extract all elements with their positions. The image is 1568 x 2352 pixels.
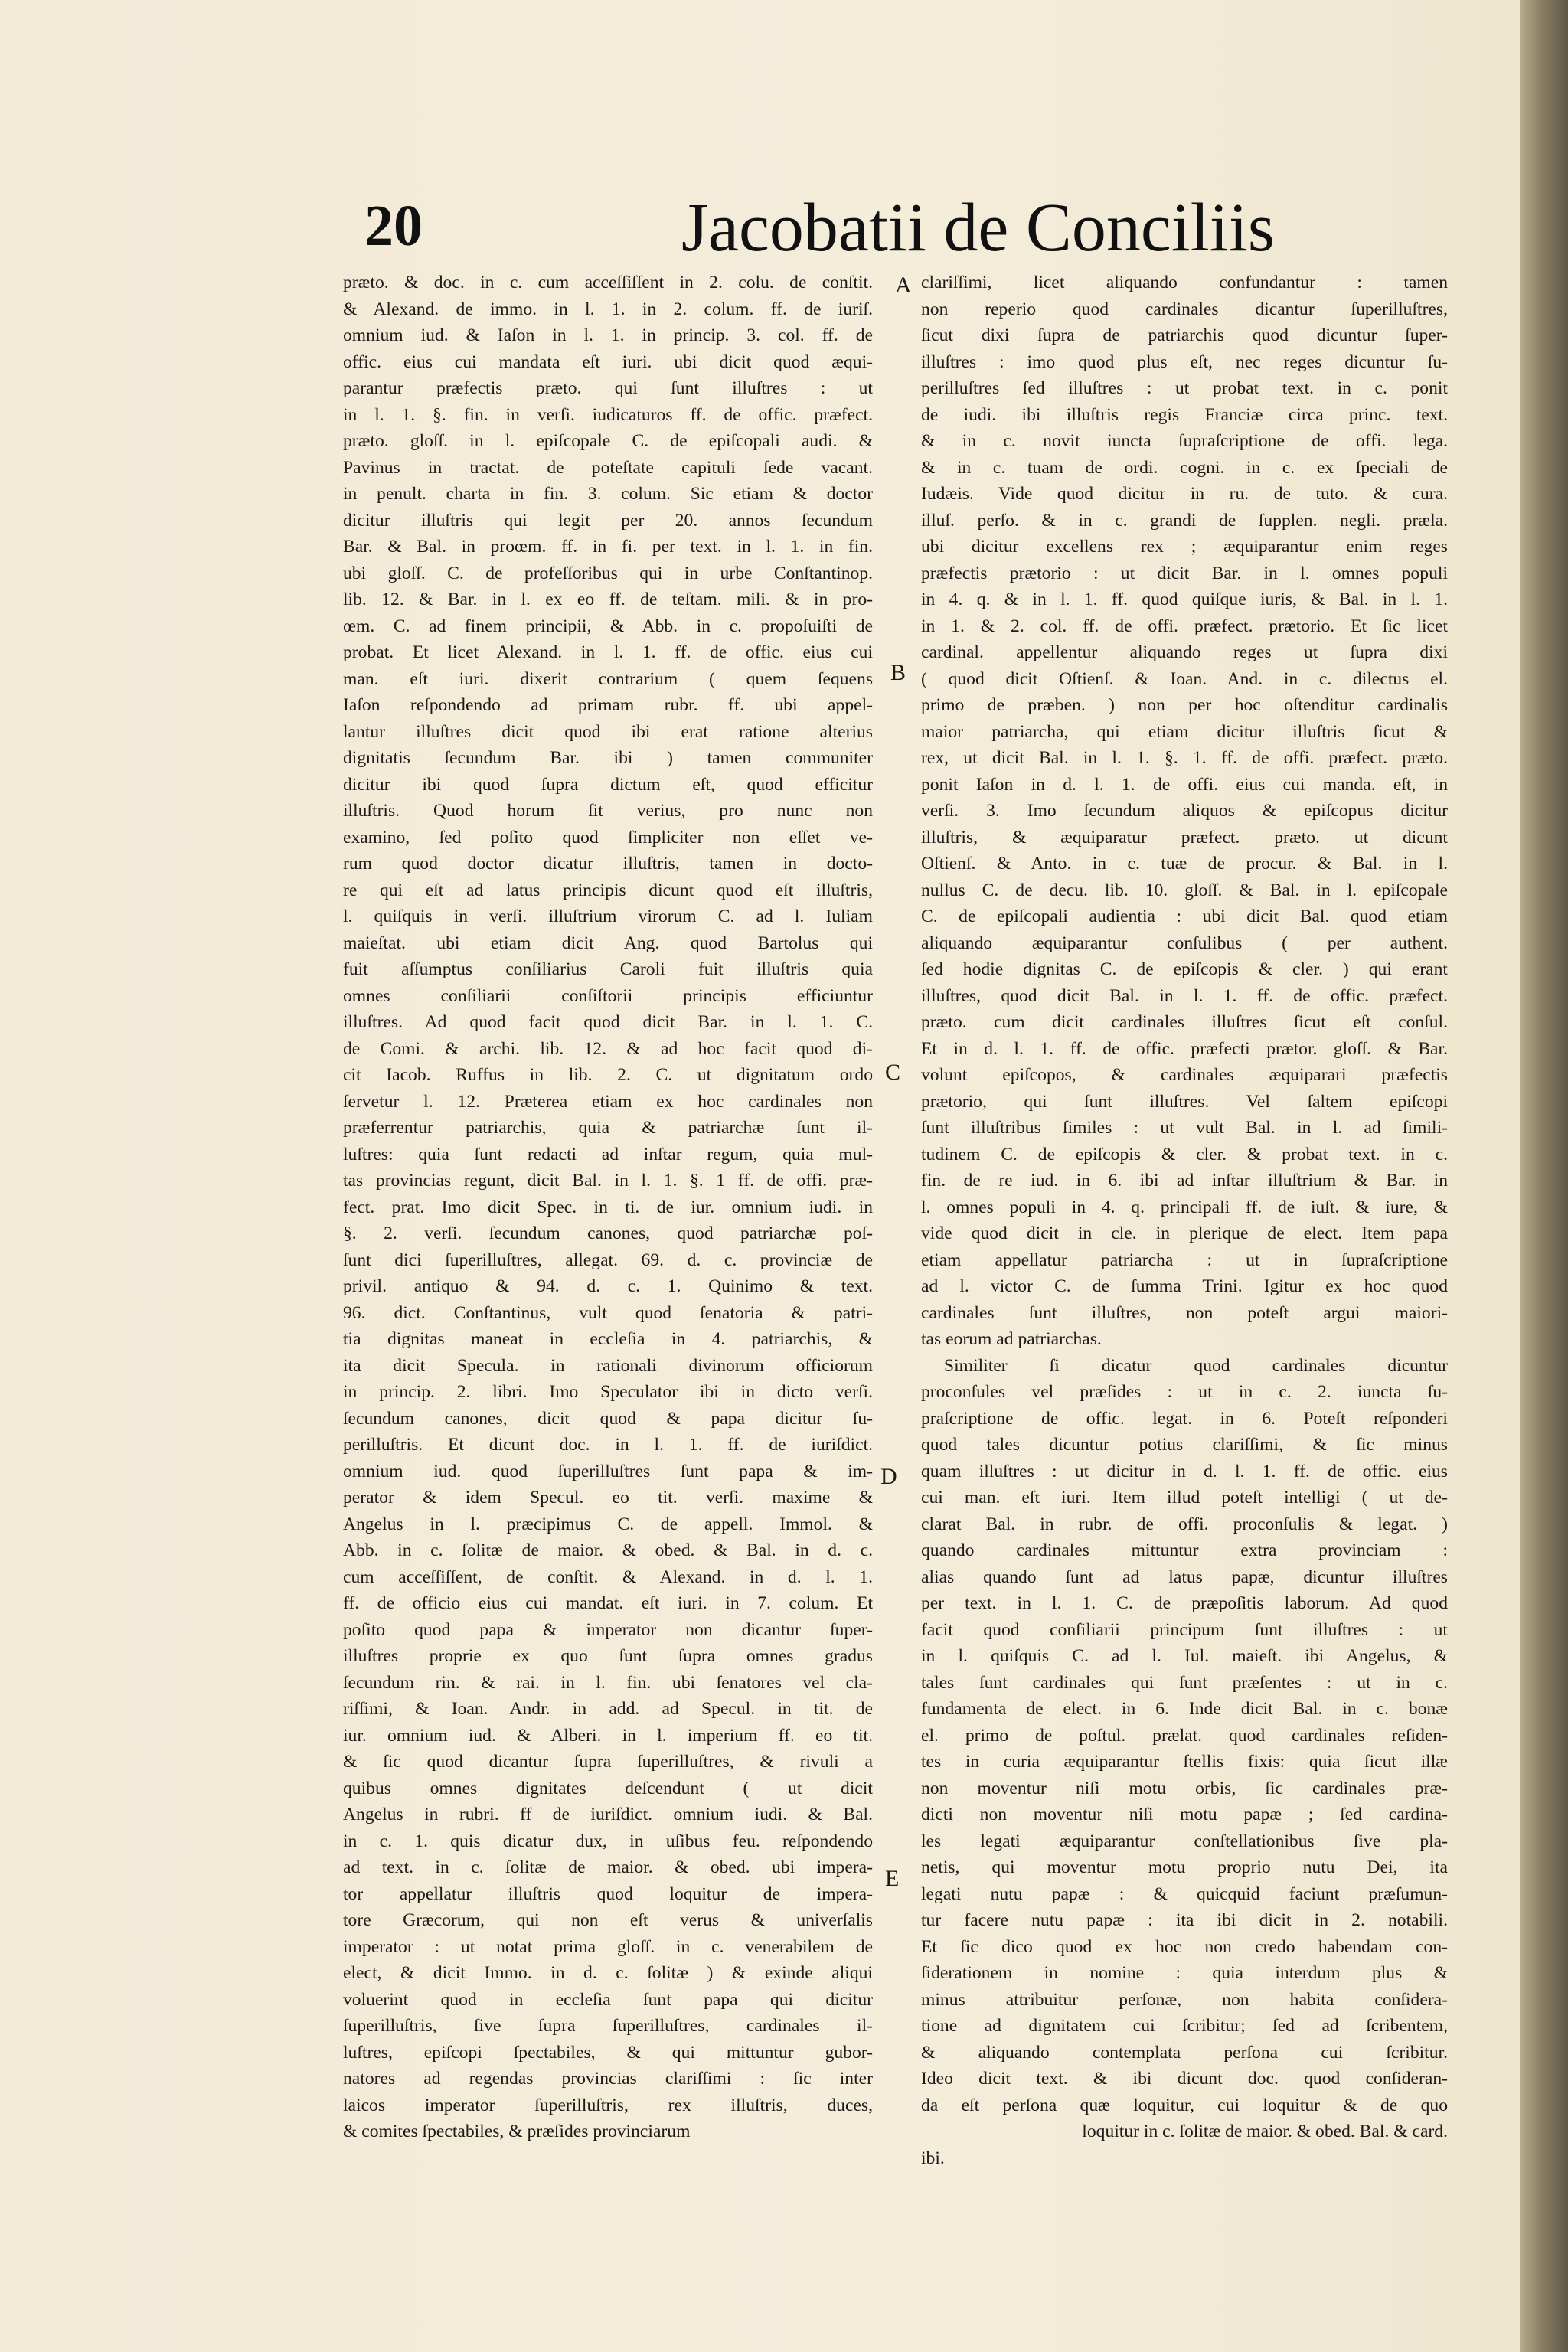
text-line: proconſules vel præſides : ut in c. 2. iuncta ſu- xyxy=(921,1382,1448,1402)
text-line: probat. Et licet Alexand. in l. 1. ff. de offic. eius cui xyxy=(343,642,873,662)
text-line: Bar. & Bal. in proœm. ff. in fi. per text. in l. 1. in fin. xyxy=(343,537,873,557)
text-line: ſiderationem in nomine : quia interdum plus & xyxy=(921,1963,1448,1983)
text-line: quam illuſtres : ut dicitur in d. l. 1. ff. de offic. eius xyxy=(921,1461,1448,1481)
text-line: perilluſtris. Et dicunt doc. in l. 1. ff. de iuriſdict. xyxy=(343,1435,873,1455)
text-line: ſecundum rin. & rai. in l. fin. ubi ſenatores vel cla- xyxy=(343,1672,873,1693)
text-line: quibus omnes dignitates deſcendunt ( ut dicit xyxy=(343,1778,873,1798)
text-line: & ſic quod dicantur ſupra ſuperilluſtres, & rivuli a xyxy=(343,1752,873,1772)
text-line: lib. 12. & Bar. in l. ex eo ff. de teſtam. mili. & in pro- xyxy=(343,590,873,609)
text-line: lantur illuſtres dicit quod ibi erat ratione alterius xyxy=(343,721,873,742)
text-line: fect. prat. Imo dicit Spec. in ti. de iur. omnium iudi. in xyxy=(343,1197,873,1217)
text-line: præto. gloſſ. in l. epiſcopale C. de epiſcopali audi. & xyxy=(343,431,873,451)
text-line: ubi dicitur excellens rex ; æquiparantur enim reges xyxy=(921,537,1448,557)
text-line: elect, & dicit Immo. in d. c. ſolitæ ) & exinde aliqui xyxy=(343,1963,873,1983)
text-line: & comites ſpectabiles, & præſides provinciarum xyxy=(343,2122,691,2141)
text-line: poſito quod papa & imperator non dicantur ſuper- xyxy=(343,1619,873,1640)
text-line: omnium iud. quod ſuperilluſtres ſunt papa & im- xyxy=(343,1461,873,1481)
text-line: imperator : ut notat prima gloſſ. in c. venerabilem de xyxy=(343,1936,873,1957)
text-line: privil. antiquo & 94. d. c. 1. Quinimo & text. xyxy=(343,1276,873,1296)
text-line: fuit aſſumptus conſiliarius Caroli fuit illuſtris quia xyxy=(343,959,873,979)
text-line: non reperio quod cardinales dicantur ſuperilluſtres, xyxy=(921,299,1448,319)
text-line: loquitur in c. ſolitæ de maior. & obed. Bal. & card. xyxy=(1082,2122,1448,2141)
text-line: tas provincias regunt, dicit Bal. in l. 1. §. 1 ff. de offi. præ- xyxy=(343,1171,873,1191)
text-line: etiam appellatur patriarcha : ut in ſupraſcriptione xyxy=(921,1250,1448,1270)
text-line: clariſſimi, licet aliquando confundantur : tamen xyxy=(921,273,1448,292)
text-line: examino, ſed poſito quod ſimpliciter non eſſet ve- xyxy=(343,827,873,848)
text-line: ( quod dicit Oſtienſ. & Ioan. And. in c. dilectus el. xyxy=(921,668,1448,689)
text-line: tales ſunt cardinales qui ſunt præſentes : ut in c. xyxy=(921,1672,1448,1693)
text-line: praſcriptione de offic. legat. in 6. Poteſt reſponderi xyxy=(921,1408,1448,1429)
text-line: luſtres, epiſcopi ſpectabiles, & qui mittuntur gubor- xyxy=(343,2042,873,2063)
text-line: tor appellatur illuſtris quod loquitur de impera- xyxy=(343,1883,873,1904)
text-line: ff. de officio eius cui mandat. eſt iuri. in 7. colum. Et xyxy=(343,1593,873,1613)
text-line: cardinal. appellentur aliquando reges ut ſupra dixi xyxy=(921,642,1448,662)
text-line: vide quod dicit in cle. in plerique de elect. Item papa xyxy=(921,1223,1448,1243)
text-line: tur facere nutu papæ : ita ibi dicit in 2. notabili. xyxy=(921,1910,1448,1930)
text-line: re qui eſt ad latus principis dicunt quod eſt illuſtris, xyxy=(343,880,873,900)
text-line: l. quiſquis in verſi. illuſtrium virorum C. ad l. Iuliam xyxy=(343,906,873,926)
margin-letter-a: A xyxy=(895,273,912,298)
text-line: ibi. xyxy=(921,2148,945,2168)
text-line: dicitur illuſtris qui legit per 20. annos ſecundum xyxy=(343,510,873,531)
text-line: natores ad regendas provincias clariſſimi : ſic inter xyxy=(343,2069,873,2089)
text-line: facit quod conſiliarii principum ſunt illuſtres : ut xyxy=(921,1619,1448,1640)
running-title: Jacobatii de Conciliis xyxy=(681,190,1275,266)
text-line: maieſtat. ubi etiam dicit Ang. quod Bartolus qui xyxy=(343,933,873,953)
text-line: iur. omnium iud. & Alberi. in l. imperium ff. eo tit. xyxy=(343,1725,873,1746)
text-line: in l. quiſquis C. ad l. Iul. maieſt. ibi Angelus, & xyxy=(921,1646,1448,1666)
text-line: præfectis prætorio : ut dicit Bar. in l. omnes populi xyxy=(921,563,1448,583)
text-line: netis, qui moventur motu proprio nutu Dei, ita xyxy=(921,1857,1448,1877)
text-line: dignitatis ſecundum Bar. ibi ) tamen communiter xyxy=(343,748,873,768)
text-line: in 1. & 2. col. ff. de offi. præfect. prætorio. Et ſic licet xyxy=(921,616,1448,636)
text-line: clarat Bal. in rubr. de offi. proconſulis & legat. ) xyxy=(921,1514,1448,1534)
text-line: ſed hodie dignitas C. de epiſcopis & cler. ) qui erant xyxy=(921,959,1448,979)
text-line: ſunt illuſtribus ſimiles : ut vult Bal. in l. ad ſimili- xyxy=(921,1118,1448,1138)
text-line: tione ad dignitatem cui ſcribitur; ſed ad ſcribentem, xyxy=(921,2016,1448,2036)
text-line: cit Iacob. Ruffus in lib. 2. C. ut dignitatum ordo xyxy=(343,1065,873,1085)
text-line: tudinem C. de epiſcopis & cler. & probat text. in c. xyxy=(921,1144,1448,1165)
text-line: ſicut dixi ſupra de patriarchis quod dicuntur ſuper- xyxy=(921,325,1448,345)
text-line: offic. eius cui mandata eſt iuri. ubi dicit quod æqui- xyxy=(343,351,873,372)
text-line: & aliquando contemplata perſona cui ſcribitur. xyxy=(921,2042,1448,2063)
text-line: illuſtres proprie ex quo ſunt ſupra omnes gradus xyxy=(343,1646,873,1666)
text-line: in penult. charta in fin. 3. colum. Sic etiam & doctor xyxy=(343,484,873,504)
text-line: legati nutu papæ : & quicquid faciunt præſumun- xyxy=(921,1883,1448,1904)
text-line: quod tales dicuntur potius clariſſimi, & ſic minus xyxy=(921,1435,1448,1455)
text-line: Abb. in c. ſolitæ de maior. & obed. & Bal. in d. c. xyxy=(343,1540,873,1560)
text-line: da eſt perſona quæ loquitur, cui loquitur & de quo xyxy=(921,2095,1448,2115)
text-line: dicti non moventur niſi motu papæ ; ſed cardina- xyxy=(921,1805,1448,1824)
text-line: fin. de re iud. in 6. ibi ad inſtar illuſtrium & Bar. in xyxy=(921,1171,1448,1191)
text-line: Similiter ſi dicatur quod cardinales dicuntur xyxy=(944,1355,1448,1376)
text-line: Oſtienſ. & Anto. in c. tuæ de procur. & Bal. in l. xyxy=(921,854,1448,874)
text-line: ad text. in c. ſolitæ de maior. & obed. ubi impera- xyxy=(343,1857,873,1877)
text-line: de Comi. & archi. lib. 12. & ad hoc facit quod di- xyxy=(343,1038,873,1059)
text-line: in c. 1. quis dicatur dux, in uſibus feu. reſpondendo xyxy=(343,1831,873,1851)
text-line: illuſtris, & æquiparatur præfect. præto. ut dicunt xyxy=(921,827,1448,848)
text-line: præferrentur patriarchis, quia & patriarchæ ſunt il- xyxy=(343,1118,873,1138)
text-line: parantur præfectis præto. qui ſunt illuſtres : ut xyxy=(343,378,873,398)
left-column xyxy=(343,270,873,2214)
text-line: Pavinus in tractat. de poteſtate capituli ſede vacant. xyxy=(343,457,873,478)
text-line: tas eorum ad patriarchas. xyxy=(921,1329,1102,1349)
text-line: man. eſt iuri. dixerit contrarium ( quem ſequens xyxy=(343,668,873,689)
text-line: œm. C. ad finem principii, & Abb. in c. propoſuiſti de xyxy=(343,616,873,636)
text-line: tia dignitas maneat in eccleſia in 4. patriarchis, & xyxy=(343,1329,873,1349)
text-line: Iudæis. Vide quod dicitur in ru. de tuto. & cura. xyxy=(921,484,1448,504)
text-line: cui man. eſt iuri. Item illud poteſt intelligi ( ut de- xyxy=(921,1488,1448,1508)
text-line: verſi. 3. Imo ſecundum aliquos & epiſcopus dicitur xyxy=(921,801,1448,821)
margin-letter-b: B xyxy=(890,660,906,685)
text-line: Et ſic dico quod ex hoc non credo habendam con- xyxy=(921,1936,1448,1957)
text-line: Et in d. l. 1. ff. de offic. præfecti prætor. gloſſ. & Bar. xyxy=(921,1038,1448,1059)
text-line: in princip. 2. libri. Imo Speculator ibi in dicto verſi. xyxy=(343,1382,873,1402)
text-line: maior patriarcha, qui etiam dicitur illuſtris ſicut & xyxy=(921,721,1448,742)
text-line: el. primo de poſtul. prælat. quod cardinales reſiden- xyxy=(921,1725,1448,1746)
text-line: præto. cum dicit cardinales illuſtres ſicut eſt conſul. xyxy=(921,1012,1448,1032)
text-line: & in c. tuam de ordi. cogni. in c. ex ſpeciali de xyxy=(921,457,1448,478)
text-line: illuſtres. Ad quod facit quod dicit Bar. in l. 1. C. xyxy=(343,1012,873,1032)
text-line: primo de præben. ) non per hoc oſtenditur cardinalis xyxy=(921,695,1448,715)
text-line: §. 2. verſi. ſecundum canones, quod patriarchæ poſ- xyxy=(343,1223,873,1243)
text-line: illuſtris. Quod horum ſit verius, pro nunc non xyxy=(343,801,873,821)
text-line: ſecundum canones, dicit quod & papa dicitur ſu- xyxy=(343,1408,873,1429)
margin-letter-e: E xyxy=(885,1866,900,1891)
right-column xyxy=(921,270,1448,2214)
text-line: Ideo dicit text. & ibi dicunt doc. quod conſideran- xyxy=(921,2069,1448,2089)
text-line: luſtres: quia ſunt redacti ad inſtar regum, quia mul- xyxy=(343,1144,873,1165)
text-line: tes in curia æquiparantur ſtellis fixis: quia ſicut illæ xyxy=(921,1752,1448,1772)
text-line: non moventur niſi motu orbis, ſic cardinales præ- xyxy=(921,1778,1448,1798)
text-line: Angelus in rubri. ff de iuriſdict. omnium iudi. & Bal. xyxy=(343,1805,873,1824)
text-line: l. omnes populi in 4. q. principali ff. de iuſt. & iure, & xyxy=(921,1197,1448,1217)
text-line: omnium iud. & Iaſon in l. 1. in princip. 3. col. ff. de xyxy=(343,325,873,345)
text-line: ubi gloſſ. C. de profeſſoribus qui in urbe Conſtantinop. xyxy=(343,563,873,583)
text-line: & in c. novit iuncta ſupraſcriptione de offi. lega. xyxy=(921,431,1448,451)
text-line: volunt epiſcopos, & cardinales æquiparari præfectis xyxy=(921,1065,1448,1085)
text-line: præto. & doc. in c. cum acceſſiſſent in 2. colu. de conſtit. xyxy=(343,273,873,292)
text-line: ſuperilluſtris, ſive ſupra ſuperilluſtres, cardinales il- xyxy=(343,2016,873,2036)
text-line: nullus C. de decu. lib. 10. gloſſ. & Bal. in l. epiſcopale xyxy=(921,880,1448,900)
text-line: cardinales ſunt illuſtres, non poteſt argui maiori- xyxy=(921,1302,1448,1323)
text-line: aliquando æquiparantur conſulibus ( per authent. xyxy=(921,933,1448,953)
text-line: cum acceſſiſſent, de conſtit. & Alexand. in d. l. 1. xyxy=(343,1566,873,1587)
text-line: ſunt dici ſuperilluſtres, allegat. 69. d. c. provinciæ de xyxy=(343,1250,873,1270)
text-line: ſervetur l. 12. Præterea etiam ex hoc cardinales non xyxy=(343,1091,873,1112)
margin-letter-c: C xyxy=(885,1060,901,1085)
text-line: ita dicit Specula. in rationali divinorum officiorum xyxy=(343,1355,873,1376)
margin-letter-d: D xyxy=(880,1464,897,1489)
text-line: laicos imperator ſuperilluſtris, rex illuſtris, duces, xyxy=(343,2095,873,2115)
text-line: les legati æquiparantur conſtellationibus ſive pla- xyxy=(921,1831,1448,1851)
text-line: & Alexand. de immo. in l. 1. in 2. colum. ff. de iuriſ. xyxy=(343,299,873,319)
book-spine xyxy=(1520,0,1568,2352)
text-line: Iaſon reſpondendo ad primam rubr. ff. ubi appel- xyxy=(343,695,873,715)
page-number: 20 xyxy=(364,194,423,258)
text-line: minus attribuitur perſonæ, non habita conſidera- xyxy=(921,1989,1448,2010)
text-line: illuſtres : imo quod plus eſt, nec reges dicuntur ſu- xyxy=(921,351,1448,372)
text-line: quando cardinales mittuntur extra provinciam : xyxy=(921,1540,1448,1560)
text-line: prætorio, qui ſunt illuſtres. Vel ſaltem epiſcopi xyxy=(921,1091,1448,1112)
text-line: alias quando ſunt ad latus papæ, dicuntur illuſtres xyxy=(921,1566,1448,1587)
text-line: in l. 1. §. fin. in verſi. iudicaturos ff. de offic. præfect. xyxy=(343,404,873,425)
text-line: voluerint quod in eccleſia ſunt papa qui dicitur xyxy=(343,1989,873,2010)
text-line: per text. in l. 1. C. de præpoſitis laborum. Ad quod xyxy=(921,1593,1448,1613)
text-line: fundamenta de elect. in 6. Inde dicit Bal. in c. bonæ xyxy=(921,1699,1448,1719)
text-line: tore Græcorum, qui non eſt verus & univerſalis xyxy=(343,1910,873,1930)
text-line: perilluſtres ſed illuſtres : ut probat text. in c. ponit xyxy=(921,378,1448,398)
text-line: illuſ. perſo. & in c. grandi de ſupplen. negli. præla. xyxy=(921,510,1448,531)
text-line: perator & idem Specul. eo tit. verſi. maxime & xyxy=(343,1488,873,1508)
text-line: rum quod doctor dicatur illuſtris, tamen in docto- xyxy=(343,854,873,874)
text-line: dicitur ibi quod ſupra dictum eſt, quod efficitur xyxy=(343,774,873,795)
text-line: ad l. victor C. de ſumma Trini. Igitur ex hoc quod xyxy=(921,1276,1448,1296)
text-line: illuſtres, quod dicit Bal. in l. 1. ff. de offic. præfect. xyxy=(921,985,1448,1006)
text-line: in 4. q. & in l. 1. ff. quod quiſque iuris, & Bal. in l. 1. xyxy=(921,590,1448,609)
text-line: 96. dict. Conſtantinus, vult quod ſenatoria & patri- xyxy=(343,1302,873,1323)
text-line: rex, ut dicit Bal. in l. 1. §. 1. ff. de offi. præfect. præto. xyxy=(921,748,1448,768)
text-line: Angelus in l. præcipimus C. de appell. Immol. & xyxy=(343,1514,873,1534)
text-line: C. de epiſcopali audientia : ubi dicit Bal. quod etiam xyxy=(921,906,1448,926)
text-line: omnes conſiliarii conſiſtorii principis efficiuntur xyxy=(343,985,873,1006)
text-line: de iudi. ibi illuſtris regis Franciæ circa princ. text. xyxy=(921,404,1448,425)
text-line: riſſimi, & Ioan. Andr. in add. ad Specul. in tit. de xyxy=(343,1699,873,1719)
text-line: ponit Iaſon in d. l. 1. de offi. eius cui manda. eſt, in xyxy=(921,774,1448,795)
